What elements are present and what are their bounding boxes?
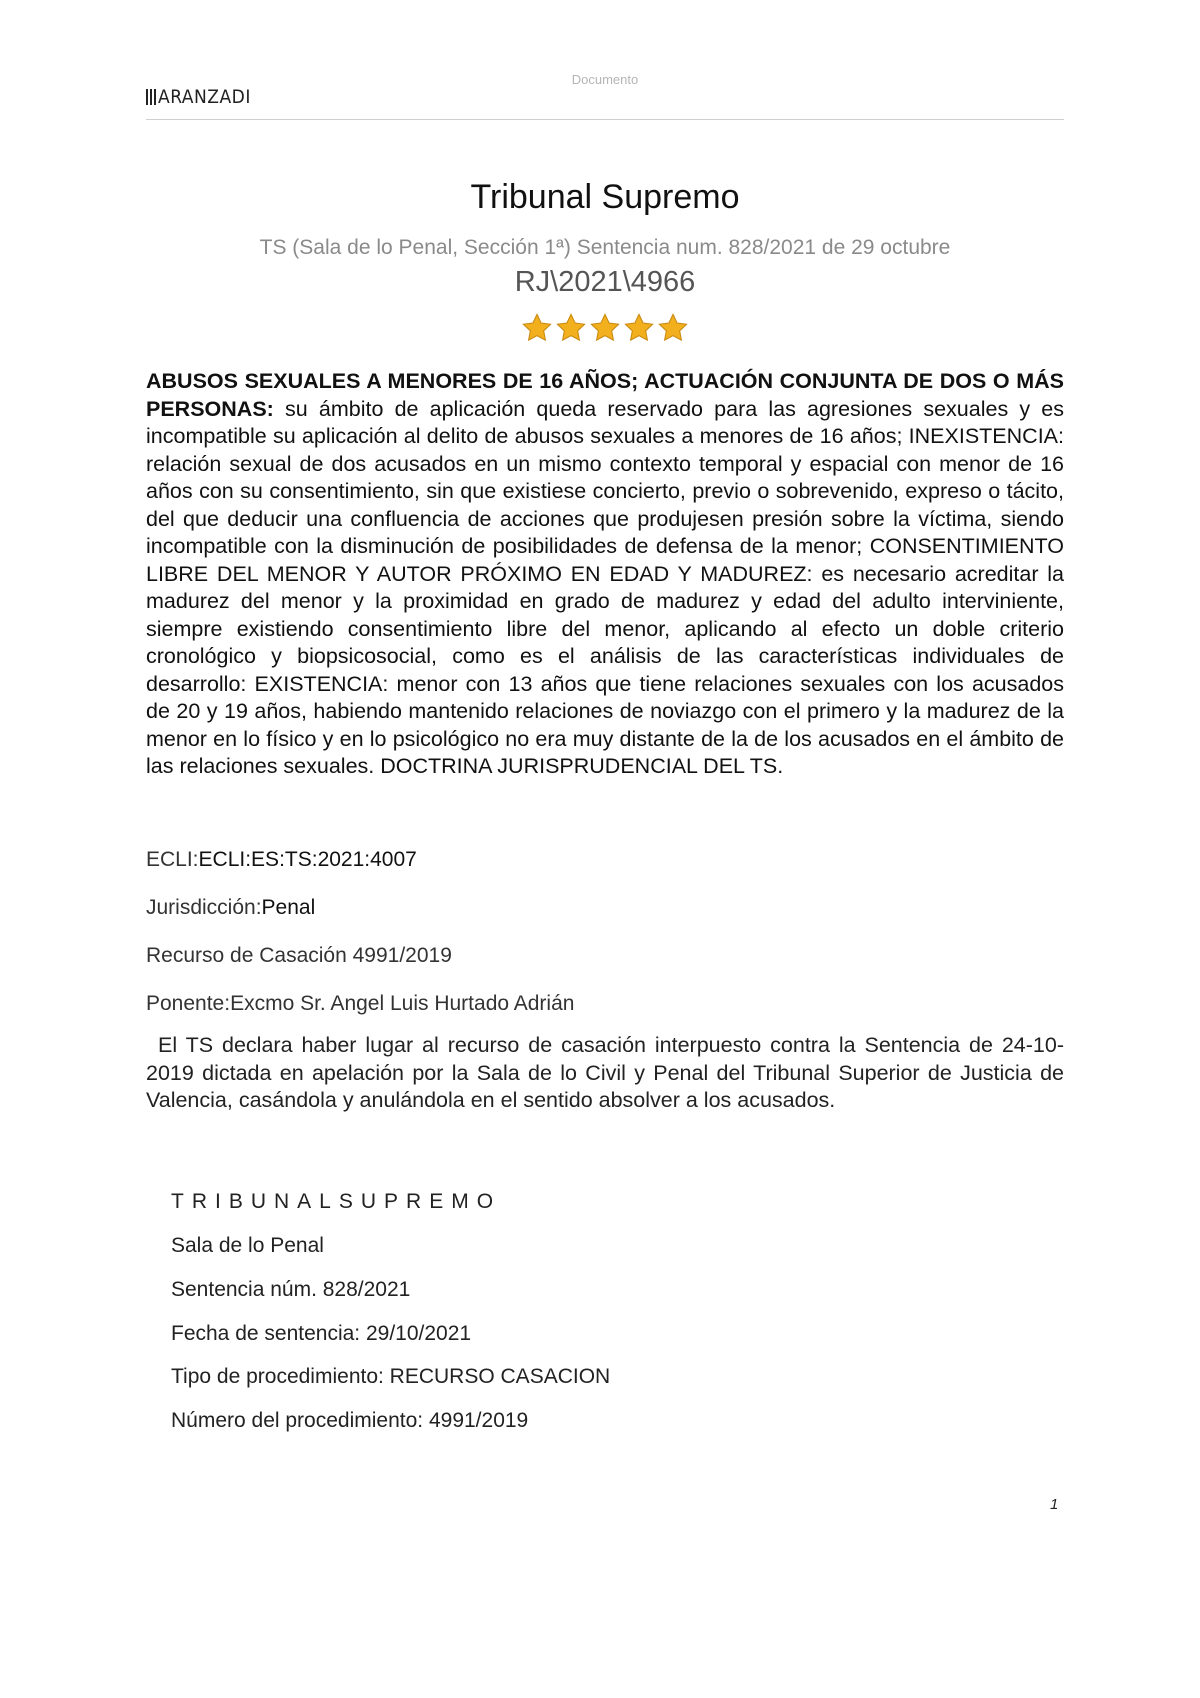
- document-label: Documento: [571, 72, 639, 87]
- star-icon: [623, 312, 655, 344]
- aranzadi-logo: [146, 86, 251, 108]
- recurso-line: Recurso de Casación 4991/2019: [146, 944, 452, 967]
- sentencia-number: Sentencia núm. 828/2021: [171, 1278, 411, 1301]
- star-icon: [521, 312, 553, 344]
- fecha-line: Fecha de sentencia: 29/10/2021: [171, 1322, 472, 1345]
- summary-paragraph: [146, 368, 1064, 781]
- ecli-label: ECLI:: [146, 848, 199, 871]
- jurisdiccion-label: Jurisdicción:: [146, 896, 262, 919]
- sala-line: Sala de lo Penal: [171, 1234, 324, 1257]
- star-icon: [555, 312, 587, 344]
- ecli-line: [146, 848, 1064, 872]
- document-title: Tribunal Supremo: [470, 178, 740, 216]
- abstract-paragraph: El TS declara haber lugar al recurso de casación interpuesto contra la Sentencia de 24-10-2019 dictada en apelación por la Sala de lo Civil y Penal del Tribunal Superior de Justicia de Valencia, casándola y anulándola en el sentido absolver a los acusados.: [146, 1033, 1064, 1112]
- header-divider: [146, 119, 1064, 120]
- page-number: 1: [1050, 1496, 1059, 1513]
- logo-text: ARANZADI: [158, 86, 251, 108]
- jurisdiccion-line: [146, 896, 1064, 920]
- star-icon: [589, 312, 621, 344]
- jurisdiccion-value: Penal: [261, 896, 316, 919]
- document-reference: RJ\2021\4966: [514, 266, 696, 298]
- numero-line: Número del procedimiento: 4991/2019: [171, 1409, 529, 1432]
- summary-bold: ABUSOS SEXUALES A MENORES DE 16 AÑOS; ACTUACIÓN CONJUNTA DE DOS O MÁS PERSONAS:: [146, 369, 1064, 421]
- tipo-line: Tipo de procedimiento: RECURSO CASACION: [171, 1365, 611, 1388]
- document-header: [146, 68, 1064, 120]
- rating-stars: [146, 312, 1064, 349]
- court-header: TRIBUNALSUPREMO: [171, 1190, 502, 1213]
- ecli-value: ECLI:ES:TS:2021:4007: [198, 848, 417, 871]
- ponente-line: Ponente:Excmo Sr. Angel Luis Hurtado Adrián: [146, 992, 575, 1015]
- summary-text: su ámbito de aplicación queda reservado para las agresiones sexuales y es incompatible su aplicación al delito de abusos sexuales a menores de 16 años; INEXISTENCIA: relación sexual de dos acusados en un mismo contexto temporal y espacial con menor de 16 años con su consentimiento, sin que existiese concierto, previo o sobrevenido, expreso o tácito, del que deducir una confluencia de acciones que produjesen presión sobre la víctima, siendo incompatible con la disminución de posibilidades de defensa de la menor; CONSENTIMIENTO LIBRE DEL MENOR Y AUTOR PRÓXIMO EN EDAD Y MADUREZ: es necesario acreditar la madurez del menor y la proximidad en grado de madurez y edad del adulto interviniente, siempre existiendo consentimiento libre del menor, aplicando al efecto un doble criterio cronológico y biopsicosocial, como es el análisis de las características individuales de desarrollo: EXISTENCIA: menor con 13 años que tiene relaciones sexuales con los acusados de 20 y 19 años, habiendo mantenido relaciones de noviazgo con el primero y la madurez de la menor en lo físico y en lo psicológico no era muy distante de la de los acusados en el ámbito de las relaciones sexuales. DOCTRINA JURISPRUDENCIAL DEL TS.: [146, 396, 1064, 778]
- star-icon: [657, 312, 689, 344]
- document-subtitle: TS (Sala de lo Penal, Sección 1ª) Sentencia num. 828/2021 de 29 octubre: [259, 236, 951, 259]
- logo-bars-icon: [146, 89, 156, 105]
